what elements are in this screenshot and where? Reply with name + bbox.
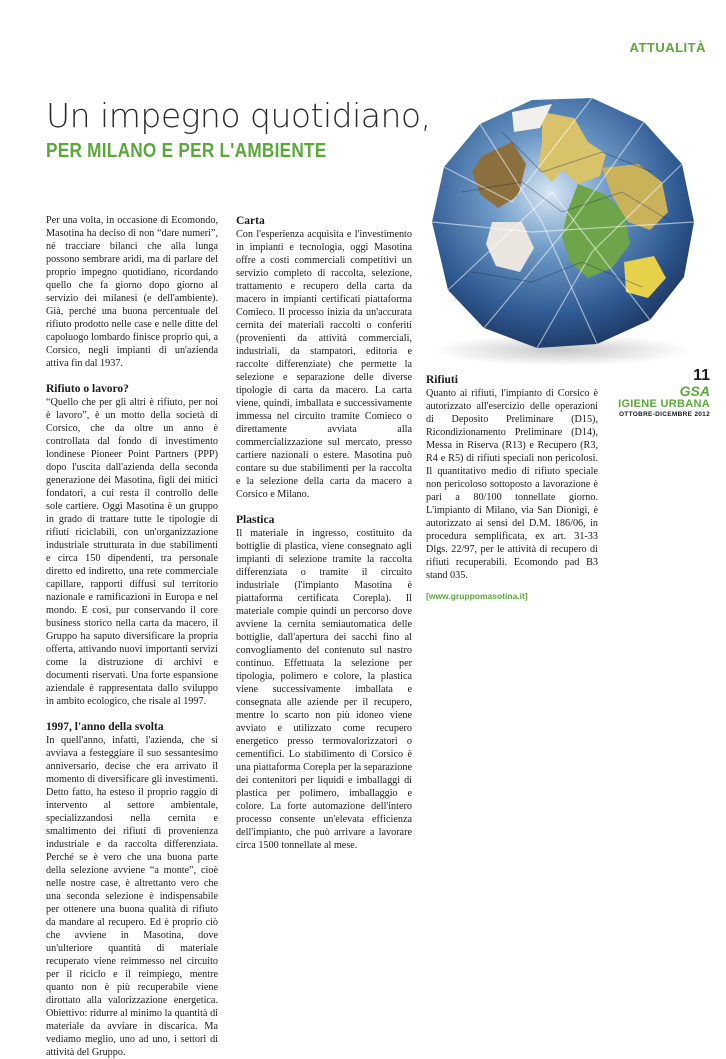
- heading-anno: 1997, l'anno della svolta: [46, 721, 164, 733]
- magazine-page-box: [610, 368, 710, 419]
- body-plastica: Il materiale in ingresso, costituito da bottiglie di plastica, viene consegnato agli impianti di selezione tramite la raccolta differenziata o tramite il circuito industriale (l'impianto Masotina è piattaforma certificata Corepla). Il materiale compie quindi un percorso dove avviene la cernita semiautomatica delle bottiglie, dall'apertura dei sacchi fino al convogliamento del contenuto sul nastro continuo. Effettuata la selezione per tipologia, polimero e colore, la plastica viene successivamente imballata e consegnata alle aziende per il recupero, mentre lo scarto non più idoneo viene avviato e utilizzato come recupero energetico presso termovalorizzatori o cementifici. Lo stabilimento di Corsico è una piattaforma Corepla per la separazione dei contenitori per liquidi e imballaggi di plastica per polimero, imballaggio e colore. La forte automazione dell'intero processo consente un'elevata efficienza dell'impianto, che può arrivare a lavorare circa 1500 tonnellate al mese.: [236, 528, 412, 851]
- heading-carta: Carta: [236, 215, 265, 227]
- heading-rifiuti: Rifiuti: [426, 374, 458, 386]
- body-carta: Con l'esperienza acquisita e l'investimento in impianti e tecnologia, oggi Masotina offre a costi commerciali competitivi un servizio completo di raccolta, selezione, trattamento e recupero della carta da macero in impianti certificati piattaforma Comieco. Il processo inizia da un'accurata cernita dei materiali raccolti o conferiti (provenienti da attività commerciali, industriali, da stampatori, editoria e raccolte differenziate) che permette la selezione e separazione delle diverse tipologie di carta da macero. La carta viene, quindi, imballata e successivamente immessa nel circuito tramite Comieco o direttamente avviata alla commercializzazione sul mercato, presso cartiere nazionali o estere. Masotina può contare su due stabilimenti per la raccolta e la selezione della carta da macero a Corsico e Milano.: [236, 229, 412, 500]
- column-2: [236, 214, 412, 852]
- column-1: [46, 214, 218, 1059]
- page-number: 11: [693, 367, 710, 384]
- heading-rifiuto: Rifiuto o lavoro?: [46, 383, 129, 395]
- article-subtitle: PER MILANO E PER L'AMBIENTE: [46, 140, 327, 162]
- intro-paragraph: Per una volta, in occasione di Ecomondo, Masotina ha deciso di non “dare numeri”, né tracciare bilanci che alla lunga possono sembrare aridi, ma di parlare del proprio impegno quotidiano, ricordando quello che fa giorno dopo giorno al servizio dei milanesi (e dell'ambiente). Già, perché una buona percentuale del rifiuto prodotto nelle case e nelle ditte del capoluogo lombardo finisce proprio qui, a Corsico, negli impianti di un'azienda attiva fin dal 1937.: [46, 215, 218, 369]
- body-anno: In quell'anno, infatti, l'azienda, che si avviava a festeggiare il suo sessantesimo anniversario, decise che era arrivato il momento di diversificare gli investimenti. Detto fatto, ha esteso il proprio raggio di intervento al settore ambientale, specializzandosi nella cernita e smaltimento dei rifiuti di provenienza industriale e da raccolta differenziata. Perché se è vero che una buona parte della selezione avviene “a monte”, cioè nelle nostre case, è altrettanto vero che una seconda selezione è indispensabile per ottenere una buona qualità di rifiuto da mandare al recupero. Ed è proprio ciò che avviene in Masotina, dove un'ulteriore quantità di materiale recuperato viene reimmesso nel circuito per il riciclo e il reimpiego, mentre quanto non è più recuperabile viene dirottato alla valorizzazione energetica. Obiettivo: ridurre al minimo la quantità di materiale da avviare in discarica. Ma vediamo meglio, uno ad uno, i settori di attività del Gruppo.: [46, 735, 218, 1058]
- article-title: Un impegno quotidiano,: [46, 96, 431, 135]
- heading-plastica: Plastica: [236, 514, 275, 526]
- body-rifiuto: “Quello che per gli altri è rifiuto, per noi è lavoro”, è un motto della società di Corsico, che da oltre un anno è controllata dal fondo di investimento londinese Pioneer Point Partners (PPP) dopo l'uscita dall'azienda della seconda generazione dei Masotina, figli dei mitici fondatori, a cui resta il controllo delle sole cartiere. Oggi Masotina è un gruppo in grado di trattare tutte le tipologie di rifiuti riciclabili, con un'organizzazione industriale strutturata in due stabilimenti e circa 150 dipendenti, tra personale diretto ed indiretto, una rete commerciale capillare, rapporti diffusi sul territorio nazionale e ramificazioni in Europa e nel mondo. E così, pur conservando il core business storico nella carta da macero, il Gruppo ha saputo diversificare la propria offerta, attivando nuovi importanti servizi come la distruzione di archivi e documenti riservati. Una forte espansione aziendale è rappresentata dallo sviluppo in ambito ecologico, che risale al 1997.: [46, 397, 218, 707]
- section-label: ATTUALITÀ: [629, 40, 706, 55]
- magazine-issue: OTTOBRE-DICEMBRE 2012: [618, 411, 710, 418]
- website-link[interactable]: [www.gruppomasotina.it]: [426, 591, 528, 601]
- crumpled-globe-image: [392, 72, 710, 372]
- magazine-brand: GSA: [679, 383, 710, 399]
- body-rifiuti: Quanto ai rifiuti, l'impianto di Corsico è autorizzato all'esercizio delle operazioni di Deposito Preliminare (D15), Ricondizionamento Preliminare (D14), Messa in Riserva (R13) e Recupero (R3, R4 e R5) di rifiuti speciali non pericolosi. Il quantitativo medio di rifiuto speciale non pericoloso sottoposto a lavorazione è pari a 80/100 tonnellate giorno. L'impianto di Milano, via San Dionigi, è autorizzato ai sensi del D.M. 186/06, in procedura semplificata, ex art. 31-33 Dlgs. 22/97, per le attività di recupero di rifiuti recuperabili. Ecomondo pad B3 stand 035.: [426, 388, 598, 581]
- magazine-name: IGIENE URBANA: [618, 398, 710, 410]
- column-3: [426, 373, 598, 603]
